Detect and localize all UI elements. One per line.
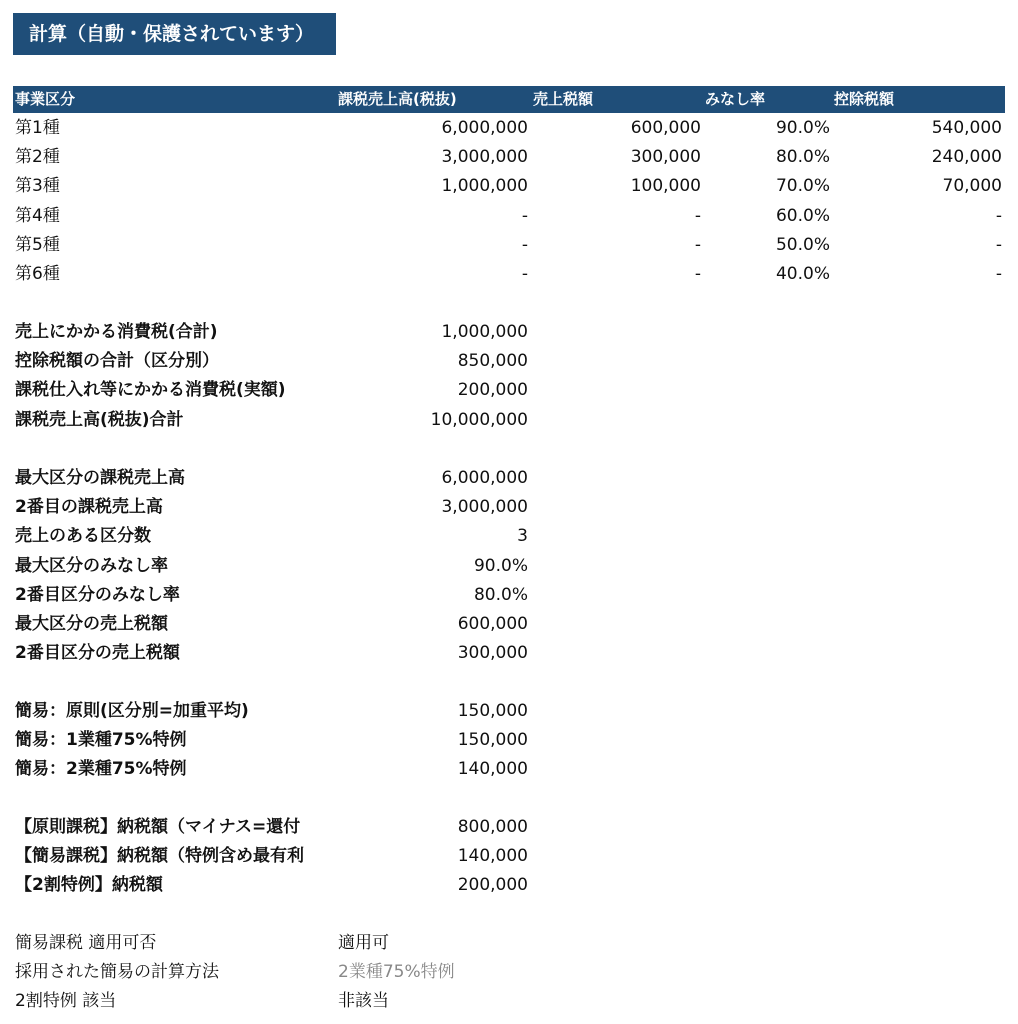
- cell-category: 第6種: [15, 264, 60, 284]
- summary-label: 2番目の課税売上高: [15, 497, 163, 518]
- summary-label: 売上のある区分数: [15, 526, 151, 547]
- summary-row: [0, 552, 1018, 581]
- col-header-taxable-sales: 課税売上高(税抜): [338, 90, 457, 108]
- flag-value: 適用可: [338, 933, 389, 953]
- summary-row: [0, 813, 1018, 842]
- flag-row: [0, 958, 1018, 987]
- summary-label: 2番目区分のみなし率: [15, 584, 180, 605]
- cell-taxable-sales: -: [521, 264, 528, 284]
- cell-deemed-rate: 90.0%: [775, 118, 830, 138]
- summary-row: [0, 842, 1018, 871]
- summary-label: 2番目区分の売上税額: [15, 643, 180, 664]
- flag-label: 2割特例 該当: [15, 991, 117, 1012]
- flag-value: 2業種75%特例: [338, 962, 455, 983]
- summary-label: 簡易：1業種75%特例: [15, 730, 187, 751]
- summary-value: 200,000: [457, 875, 528, 896]
- summary-row: [0, 697, 1018, 726]
- summary-value: 850,000: [457, 351, 528, 372]
- summary-value: 6,000,000: [441, 468, 528, 488]
- cell-taxable-sales: 1,000,000: [441, 176, 528, 197]
- cell-deemed-rate: 40.0%: [775, 264, 830, 284]
- cell-sales-tax: 300,000: [630, 147, 701, 168]
- table-header: [13, 86, 1005, 113]
- cell-category: 第1種: [15, 118, 60, 138]
- summary-value: 1,000,000: [441, 322, 528, 342]
- summary-label: 最大区分のみなし率: [15, 555, 168, 576]
- summary-value: 140,000: [457, 759, 528, 780]
- summary-label: 控除税額の合計（区分別）: [15, 351, 219, 372]
- summary-label: 売上にかかる消費税(合計): [15, 322, 218, 342]
- cell-taxable-sales: -: [521, 234, 528, 255]
- cell-category: 第4種: [15, 205, 60, 226]
- summary-value: 300,000: [457, 643, 528, 664]
- flag-label: 採用された簡易の計算方法: [15, 962, 219, 983]
- summary-row: [0, 871, 1018, 900]
- col-header-deemed-rate: みなし率: [705, 90, 766, 108]
- summary-value: 3: [517, 526, 528, 547]
- flag-row: [0, 987, 1018, 1016]
- cell-deduction: -: [995, 264, 1002, 284]
- flag-label: 簡易課税 適用可否: [15, 933, 157, 953]
- flag-row: [0, 929, 1018, 958]
- summary-value: 800,000: [457, 817, 528, 837]
- cell-deduction: 540,000: [931, 118, 1002, 138]
- cell-sales-tax: 100,000: [630, 176, 701, 197]
- summary-row: [0, 610, 1018, 639]
- summary-row: [0, 376, 1018, 405]
- summary-row: [0, 493, 1018, 522]
- summary-row: [0, 347, 1018, 376]
- sheet-title: 計算（自動・保護されています）: [13, 13, 336, 55]
- summary-row: [0, 726, 1018, 755]
- table-row: [0, 114, 1018, 143]
- cell-deemed-rate: 50.0%: [775, 234, 830, 255]
- cell-deemed-rate: 60.0%: [775, 205, 830, 226]
- cell-sales-tax: -: [694, 264, 701, 284]
- table-row: [0, 172, 1018, 201]
- summary-row: [0, 406, 1018, 435]
- table-row: [0, 231, 1018, 260]
- cell-sales-tax: 600,000: [630, 118, 701, 138]
- summary-label: 簡易：2業種75%特例: [15, 759, 187, 780]
- cell-category: 第2種: [15, 147, 60, 168]
- summary-label: 【2割特例】納税額: [15, 875, 163, 896]
- summary-label: 最大区分の課税売上高: [15, 468, 185, 488]
- summary-value: 3,000,000: [441, 497, 528, 518]
- summary-row: [0, 639, 1018, 668]
- table-row: [0, 143, 1018, 172]
- table-row: [0, 202, 1018, 231]
- flag-value: 非該当: [338, 991, 389, 1012]
- cell-taxable-sales: 6,000,000: [441, 118, 528, 138]
- table-row: [0, 260, 1018, 289]
- summary-label: 【原則課税】納税額（マイナス=還付: [15, 817, 301, 837]
- summary-value: 200,000: [457, 380, 528, 401]
- summary-label: 課税仕入れ等にかかる消費税(実額): [15, 380, 286, 401]
- cell-deduction: 240,000: [931, 147, 1002, 168]
- summary-value: 150,000: [457, 701, 528, 721]
- col-header-category: 事業区分: [15, 90, 76, 108]
- summary-label: 最大区分の売上税額: [15, 614, 168, 634]
- cell-deemed-rate: 80.0%: [775, 147, 830, 168]
- cell-category: 第5種: [15, 234, 60, 255]
- summary-label: 【簡易課税】納税額（特例含め最有利: [15, 846, 304, 867]
- summary-row: [0, 318, 1018, 347]
- summary-value: 90.0%: [473, 555, 528, 576]
- summary-value: 10,000,000: [430, 409, 528, 430]
- summary-row: [0, 522, 1018, 551]
- col-header-sales-tax: 売上税額: [533, 90, 594, 108]
- summary-row: [0, 581, 1018, 610]
- cell-taxable-sales: -: [521, 205, 528, 226]
- summary-label: 簡易：原則(区分別=加重平均): [15, 701, 249, 721]
- col-header-deduction: 控除税額: [834, 90, 895, 108]
- cell-deduction: -: [995, 205, 1002, 226]
- summary-row: [0, 464, 1018, 493]
- summary-value: 80.0%: [473, 584, 528, 605]
- cell-sales-tax: -: [694, 205, 701, 226]
- summary-label: 課税売上高(税抜)合計: [15, 409, 184, 430]
- cell-category: 第3種: [15, 176, 60, 197]
- cell-taxable-sales: 3,000,000: [441, 147, 528, 168]
- cell-sales-tax: -: [694, 234, 701, 255]
- summary-value: 150,000: [457, 730, 528, 751]
- cell-deduction: -: [995, 234, 1002, 255]
- summary-value: 140,000: [457, 846, 528, 867]
- cell-deduction: 70,000: [942, 176, 1002, 197]
- summary-row: [0, 755, 1018, 784]
- cell-deemed-rate: 70.0%: [775, 176, 830, 197]
- summary-value: 600,000: [457, 614, 528, 634]
